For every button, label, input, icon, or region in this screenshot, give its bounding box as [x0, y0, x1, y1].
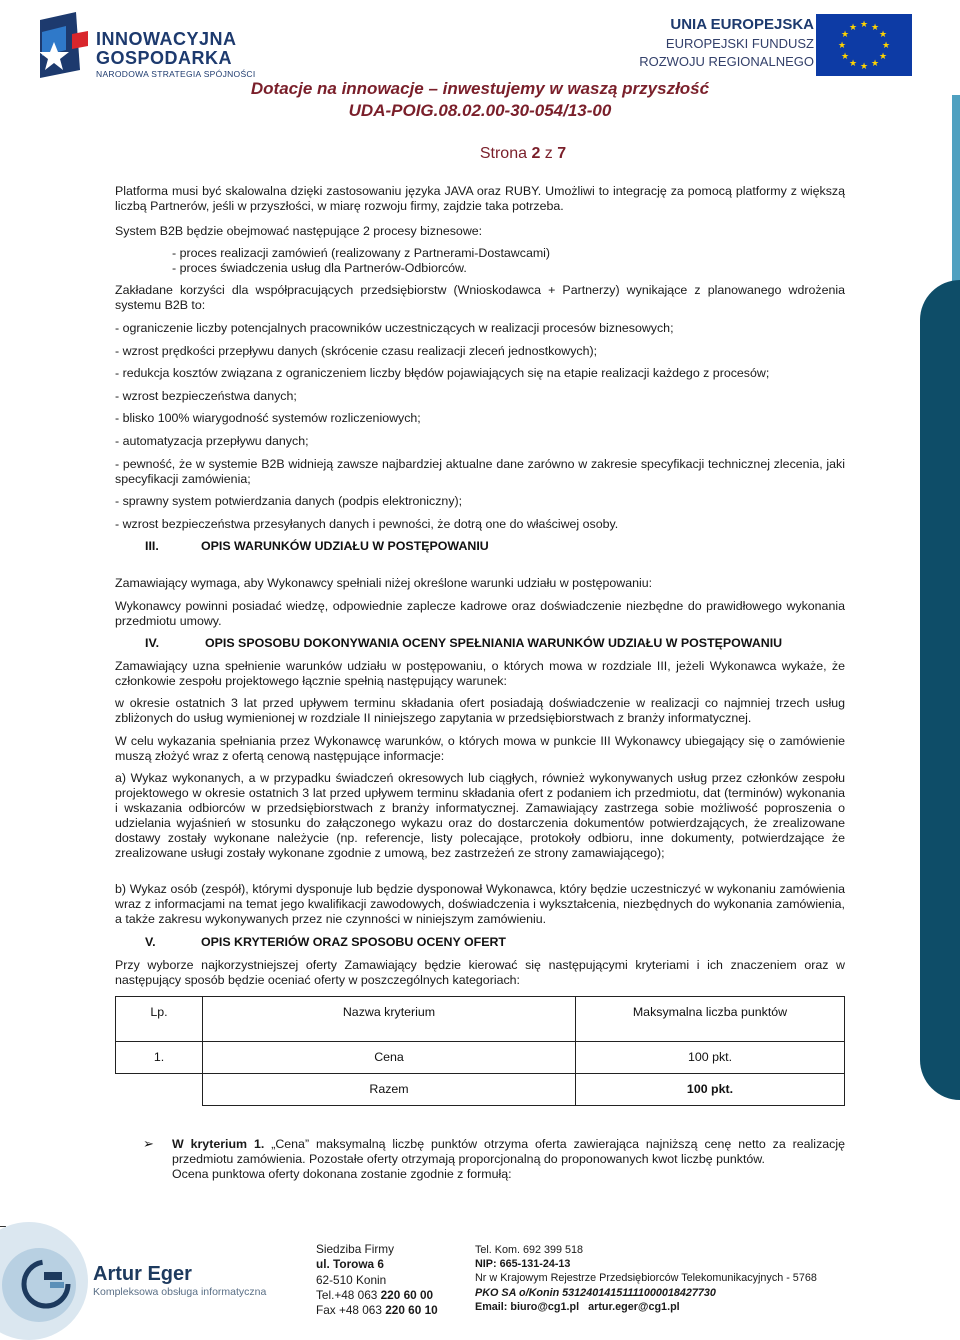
flag-star-icon — [36, 12, 92, 82]
svg-text:★: ★ — [881, 41, 891, 51]
eu-fund-line-1: EUROPEJSKI FUNDUSZ — [665, 36, 814, 51]
footer-tel-number: 220 60 00 — [380, 1287, 434, 1302]
innowacyjna-gospodarka-logo — [36, 12, 266, 82]
footer-mobile: Tel. Kom. 692 399 518 — [475, 1244, 584, 1256]
benefit-item: - pewność, że w systemie B2B widnieją zawsze najbardziej aktualne dane zarówno w zakresie specyfikacji technicznej zlecenia, jaki specyfikacji zamówienia; — [115, 457, 845, 486]
svg-text:★: ★ — [859, 62, 869, 72]
footer-fax — [316, 1303, 438, 1318]
paragraph-benefits-intro: Zakładane korzyści dla współpracujących przedsiębiorstw (Wnioskodawca + Partnerzy) wynikające z planowanego wdrożenia systemu B2B to: — [115, 283, 845, 312]
paragraph-processes-intro: System B2B będzie obejmować następujące 2 procesy biznesowe: — [115, 224, 483, 238]
section-5-paragraph-1: Przy wyborze najkorzystniejszej oferty Zamawiający będzie kierować się następującymi kryteriami i ich znaczeniem oraz w następujący sposób będzie oceniać oferty w poszczególnych kategoriach: — [115, 958, 845, 987]
benefit-item: - sprawny system potwierdzania danych (podpis elektroniczny); — [115, 494, 463, 508]
table-header-cell: Lp. — [116, 997, 203, 1042]
footer-email-2: artur.eger@cg1.pl — [588, 1300, 680, 1313]
footer-fax-label: Fax +48 063 — [316, 1303, 382, 1318]
footer-bank: PKO SA o/Konin 53124014151111000018427730 — [475, 1286, 716, 1299]
motto-line-1: Dotacje na innowacje – inwestujemy w waszą przyszłość — [250, 79, 710, 98]
logo-line-1: INNOWACYJNA — [96, 29, 237, 49]
logo-line-3: NARODOWA STRATEGIA SPÓJNOŚCI — [96, 69, 256, 79]
page-total: 7 — [557, 145, 567, 162]
benefit-item: - wzrost bezpieczeństwa przesyłanych danych i pewności, że dotrą one do właściwej osoby. — [115, 517, 619, 531]
company-tagline: Kompleksowa obsługa informatyczna — [93, 1286, 267, 1298]
section-5-title: OPIS KRYTERIÓW ORAZ SPOSOBU OCENY OFERT — [201, 935, 506, 949]
eu-title: UNIA EUROPEJSKA — [670, 16, 814, 33]
svg-text:★: ★ — [840, 52, 850, 62]
decor-bar-dark — [920, 280, 960, 1100]
benefit-item: - wzrost prędkości przepływu danych (skrócenie czasu realizacji zleceń jednostkowych); — [115, 344, 598, 358]
footer-city: 62-510 Konin — [316, 1272, 387, 1287]
benefit-item: - automatyzacja przepływu danych; — [115, 434, 309, 448]
table-total-value: 100 pkt. — [576, 1074, 845, 1106]
page-prefix: Strona — [479, 145, 527, 162]
table-cell: 1. — [116, 1042, 203, 1074]
svg-text:★: ★ — [870, 59, 880, 69]
eu-logo — [640, 14, 940, 84]
section-3-paragraph-2: Wykonawcy powinni posiadać wiedzę, odpowiednie zaplecze kadrowe oraz doświadczenie niezbędne do prawidłowego wykonania przedmiotu umowy. — [115, 599, 845, 628]
arrow-bullet-icon: ➢ — [143, 1136, 154, 1151]
logo-line-2: GOSPODARKA — [96, 48, 233, 68]
section-3-paragraph-1: Zamawiający wymaga, aby Wykonawcy spełniali niżej określone warunki udziału w postępowaniu: — [115, 576, 653, 590]
footer-fax-number: 220 60 10 — [385, 1303, 438, 1318]
section-4-paragraph-1: Zamawiający uzna spełnienie warunków udziału w postępowaniu, o których mowa w rozdziale III, jeżeli Wykonawca wykaże, że członkowie zespołu projektowego łącznie spełnią następujący warunek: — [115, 659, 845, 688]
page-current: 2 — [531, 145, 541, 162]
footer-nip: NIP: 665-131-24-13 — [475, 1258, 571, 1271]
footer-email — [475, 1300, 817, 1314]
svg-text:★: ★ — [878, 30, 888, 40]
section-3-title: OPIS WARUNKÓW UDZIAŁU W POSTĘPOWANIU — [201, 539, 489, 553]
section-3-number: III. — [145, 539, 159, 553]
svg-text:★: ★ — [859, 20, 869, 30]
svg-text:★: ★ — [848, 59, 858, 69]
eu-fund-line-2: ROZWOJU REGIONALNEGO — [639, 54, 814, 69]
svg-text:★: ★ — [870, 23, 880, 33]
table-total-label: Razem — [203, 1074, 576, 1106]
page-sep: z — [544, 145, 553, 162]
footer-register: Nr w Krajowym Rejestrze Przedsiębiorców Telekomunikacyjnych - 5768 — [475, 1272, 817, 1285]
header-motto — [0, 78, 960, 122]
criterion-1-text: „Cena” maksymalną liczbę punktów otrzyma oferta zawierająca najniższą cenę netto za realizację przedmiotu zamówienia. Pozostałe oferty otrzymają proporcjonalną do proponowanych kwot liczbę punktów. — [172, 1137, 845, 1166]
company-name: Artur Eger — [93, 1263, 192, 1285]
table-cell: Cena — [203, 1042, 576, 1074]
page-number — [0, 145, 960, 163]
criterion-1-paragraph — [172, 1137, 845, 1167]
eu-flag-icon — [816, 14, 912, 76]
section-5-number: V. — [145, 935, 156, 949]
svg-text:★: ★ — [848, 23, 858, 33]
footer-contact — [475, 1243, 817, 1314]
table-header-row — [116, 997, 845, 1042]
table-cell: 100 pkt. — [576, 1042, 845, 1074]
paragraph-scalability: Platforma musi być skalowalna dzięki zastosowaniu języka JAVA oraz RUBY. Umożliwi to integrację za pomocą platformy z większą liczbą Partnerów, jeśli w przyszłości, w miarę rozwoju firmy, zajdzie taka potrzeba. — [115, 184, 845, 213]
table-row — [116, 1042, 845, 1074]
criterion-1-label: W kryterium 1. — [172, 1137, 265, 1151]
benefit-item: - blisko 100% wiarygodność systemów rozliczeniowych; — [115, 411, 421, 425]
footer-tel — [316, 1288, 438, 1303]
section-4-number: IV. — [145, 636, 160, 650]
table-header-cell: Maksymalna liczba punktów — [576, 997, 845, 1042]
section-4-item-b: b) Wykaz osób (zespół), którymi dysponuje lub będzie dysponował Wykonawca, który będzie uczestniczyć w wykonaniu zamówienia wraz z informacjami na temat jego kwalifikacji zawodowych, doświadczenia i wykształcenia, niezbędnych do wykonania zamówienia, a także zakresu wykonywanych przez nie czynności w niniejszym zamówieniu. — [115, 882, 845, 926]
svg-text:★: ★ — [878, 52, 888, 62]
footer-street: ul. Torowa 6 — [316, 1257, 384, 1272]
svg-text:★: ★ — [840, 30, 850, 40]
table-total-row — [116, 1074, 845, 1106]
benefit-item: - redukcja kosztów związana z ograniczeniem liczby błędów pojawiających się na etapie realizacji każdego z procesów; — [115, 366, 770, 380]
footer-tel-label: Tel.+48 063 — [316, 1287, 378, 1302]
benefit-item: - ograniczenie liczby potencjalnych pracowników uczestniczących w realizacji procesów biznesowych; — [115, 321, 674, 335]
table-cell-empty — [116, 1074, 203, 1106]
criteria-table — [115, 996, 845, 1106]
table-header-cell: Nazwa kryterium — [203, 997, 576, 1042]
svg-text:★: ★ — [837, 41, 847, 51]
section-4-paragraph-3: W celu wykazania spełniania przez Wykonawcę warunków, o których mowa w punkcie III Wykonawcy ubiegający się o zamówienie muszą złożyć wraz z ofertą cenową następujące informacje: — [115, 734, 845, 763]
process-item-2: - proces świadczenia usług dla Partnerów-Odbiorców. — [172, 261, 467, 275]
benefit-item: - wzrost bezpieczeństwa danych; — [115, 389, 297, 403]
criterion-1-formula-intro: Ocena punktowa oferty dokonana zostanie zgodnie z formułą: — [172, 1167, 512, 1181]
section-4-paragraph-2: w okresie ostatnich 3 lat przed upływem terminu składania ofert posiadają doświadczenie w realizacji co najmniej trzech usług zbliżonych do usług wymienionej w rozdziale II niniejszego zapytania w przedsiębiorstwach z branży informatycznej. — [115, 696, 845, 725]
footer-hq-label: Siedziba Firmy — [316, 1242, 395, 1256]
section-4-item-a: a) Wykaz wykonanych, a w przypadku świadczeń okresowych lub ciągłych, również wykonywanych usług przez członków zespołu projektowego w okresie ostatnich 3 lat przed upływem terminu składania ofert z podaniem ich przedmiotu, dat (terminów) wykonania i wskazania odbiorców w przedsiębiorstwach z branży informatycznej. Zamawiający zastrzega sobie możliwość poproszenia o udzielania wyjaśnień w stosunku do załączonego wykazu oraz do dostarczenia dokumentów potwierdzających, że zrealizowane dostawy zostały wykonane należycie (np. referencje, listy polecające, protokoły odbioru, inne dokumenty, potwierdzające że zrealizowane usługi zostały wykonane zgodnie z umową, bez zastrzeżeń ze strony zamawiającego); — [115, 771, 845, 860]
footer-address — [316, 1242, 438, 1318]
company-logo-icon — [20, 1258, 72, 1310]
process-item-1: - proces realizacji zamówień (realizowany z Partnerami-Dostawcami) — [172, 246, 551, 260]
section-4-title: OPIS SPOSOBU DOKONYWANIA OCENY SPEŁNIANIA WARUNKÓW UDZIAŁU W POSTĘPOWANIU — [205, 636, 783, 650]
footer-email-1: Email: biuro@cg1.pl — [475, 1300, 580, 1313]
project-code: UDA-POIG.08.02.00-30-054/13-00 — [348, 101, 612, 120]
